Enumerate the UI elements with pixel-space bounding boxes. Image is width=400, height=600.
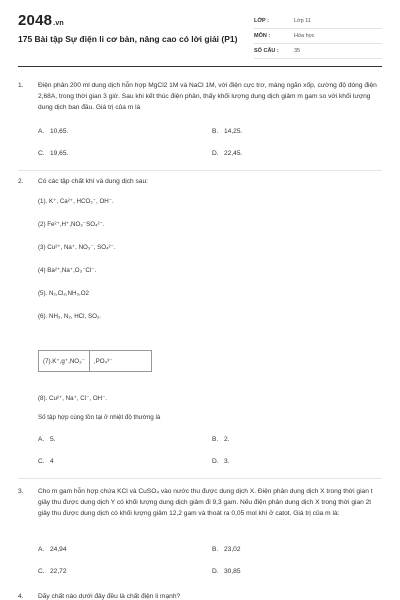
option-text: 24,94	[50, 546, 67, 553]
option-a[interactable]	[38, 436, 56, 443]
option-text: 30,85	[224, 568, 241, 575]
option-d[interactable]	[212, 150, 242, 157]
option-letter: B.	[212, 128, 219, 135]
meta-row-subject	[254, 29, 382, 44]
meta-value: Lớp 11	[294, 18, 311, 24]
logo-suffix: .vn	[53, 20, 64, 27]
option-b[interactable]	[212, 436, 230, 443]
question-divider	[18, 170, 382, 171]
option-letter: C.	[38, 458, 45, 465]
option-letter: B.	[212, 436, 219, 443]
question-text: Có các tập chất khí và dung dịch sau:	[38, 178, 148, 185]
option-c[interactable]	[38, 458, 54, 465]
list-item: (3) Cu²⁺, Na⁺, NO₃⁻, SO₄²⁻.	[38, 244, 116, 251]
option-d[interactable]	[212, 568, 241, 575]
boxed-formula-right: ,PO₄³⁻	[93, 357, 113, 365]
option-text: 14,25.	[224, 128, 243, 135]
option-letter: A.	[38, 546, 45, 553]
question-text: Dãy chất nào dưới đây đều là chất điện li mạnh?	[38, 593, 181, 600]
list-item: (2) Fe²⁺,H⁺,NO₃⁻SO₄²⁻.	[38, 221, 105, 228]
question-number: 3.	[18, 488, 24, 495]
question-prompt: Số tập hợp cùng tồn tại ở nhiệt độ thường là	[38, 414, 161, 421]
question-text: Cho m gam hỗn hợp chứa KCl và CuSO₄ vào nước thu được dung dịch X. Điện phân dung dịch X trong thời gian t giây thu được dung dịch Y có khối lượng dung dịch giảm đi 9,3 gam. Nếu điện phân dung dịch X trong thời gian 2t giây thu được dung dịch có khối lượng giảm 12,2 gam và thoát ra 0,05 mol khí ở catot. Giá trị của m là:	[38, 488, 373, 517]
option-text: 3.	[224, 458, 230, 465]
document-title: 175 Bài tập Sự điện li cơ bản, nâng cao có lời giải (P1)	[18, 34, 238, 44]
question-number: 1.	[18, 82, 24, 89]
list-item: (6). NH₃, N₂, HCl, SO₂.	[38, 313, 102, 320]
option-d[interactable]	[212, 458, 230, 465]
question-4	[18, 591, 378, 600]
meta-key: MÔN :	[254, 33, 271, 39]
option-text: 22,72	[50, 568, 67, 575]
meta-row-class	[254, 14, 382, 29]
document-header	[18, 12, 382, 64]
meta-key: LỚP :	[254, 18, 269, 24]
question-2	[18, 176, 378, 187]
option-b[interactable]	[212, 546, 241, 553]
question-1	[18, 80, 378, 113]
option-letter: D.	[212, 458, 219, 465]
option-text: 22,45.	[224, 150, 243, 157]
list-item: (4) Ba²⁺,Na⁺,O₃⁻Cl⁻.	[38, 267, 97, 274]
option-text: 2.	[224, 436, 230, 443]
meta-row-count	[254, 44, 382, 59]
option-a[interactable]	[38, 128, 68, 135]
option-a[interactable]	[38, 546, 67, 553]
option-c[interactable]	[38, 150, 68, 157]
option-text: 19,65.	[50, 150, 69, 157]
option-text: 23,02	[224, 546, 241, 553]
question-3	[18, 486, 378, 519]
question-number: 2.	[18, 178, 24, 185]
meta-value: Hóa học	[294, 33, 315, 39]
question-number: 4.	[18, 593, 24, 600]
option-letter: B.	[212, 546, 219, 553]
meta-value: 35	[294, 48, 301, 54]
header-divider	[18, 66, 382, 67]
boxed-formula-left: (7).K⁺,g⁺,NO₃⁻	[39, 351, 90, 371]
question-text: Điện phân 200 ml dung dịch hỗn hợp MgCl2 1M và NaCl 1M, với điện cực trơ, màng ngăn xốp, cường độ dòng điện 2,68A, trong thời gian 3 giờ. Sau khi kết thúc điện phân, thấy khối lượng dung dịch giảm m gam so với khối lượng dung dịch ban đầu. Giá trị của m là	[38, 82, 377, 111]
option-c[interactable]	[38, 568, 67, 575]
option-b[interactable]	[212, 128, 242, 135]
logo-text: 2048	[18, 12, 53, 29]
option-letter: A.	[38, 128, 45, 135]
option-letter: D.	[212, 150, 219, 157]
meta-key: SỐ CÂU :	[254, 48, 279, 54]
option-text: 4	[50, 458, 54, 465]
question-divider	[18, 478, 382, 479]
option-letter: A.	[38, 436, 45, 443]
list-item: (5). N₂,Cl₂,NH₃,O2	[38, 290, 89, 297]
option-letter: C.	[38, 568, 45, 575]
option-letter: D.	[212, 568, 219, 575]
list-item: (1). K⁺, Ca²⁺, HCO₃⁻, OH⁻.	[38, 198, 114, 205]
meta-table	[254, 14, 382, 59]
option-text: 10,65.	[50, 128, 69, 135]
boxed-formula	[38, 350, 152, 372]
list-item: (8). Cu²⁺, Na⁺, Cl⁻, OH⁻.	[38, 395, 108, 402]
option-letter: C.	[38, 150, 45, 157]
site-logo[interactable]	[18, 12, 64, 29]
option-text: 5.	[50, 436, 56, 443]
